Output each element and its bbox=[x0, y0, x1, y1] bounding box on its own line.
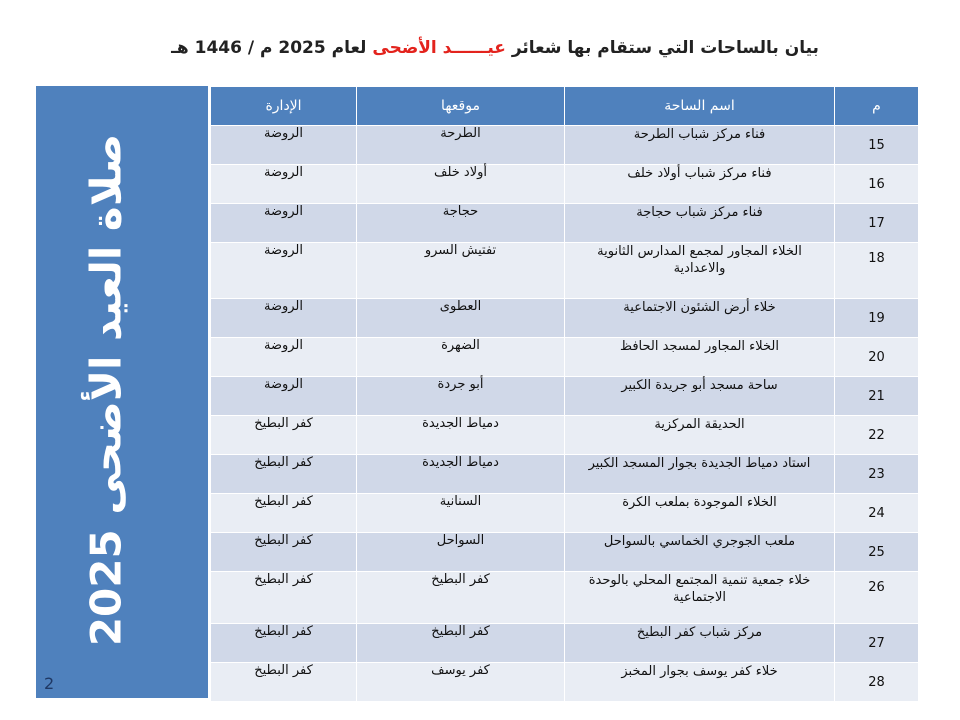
cell-name: فناء مركز شباب الطرحة bbox=[565, 126, 835, 165]
table-row bbox=[211, 663, 919, 702]
cell-location: العطوى bbox=[357, 299, 565, 338]
cell-location: كفر يوسف bbox=[357, 663, 565, 702]
table-header-row bbox=[211, 87, 919, 126]
cell-location: الطرحة bbox=[357, 126, 565, 165]
cell-admin: الروضة bbox=[211, 377, 357, 416]
cell-num: 22 bbox=[835, 416, 919, 455]
cell-name: الخلاء المجاور لمسجد الحافظ bbox=[565, 338, 835, 377]
table-body bbox=[211, 126, 919, 702]
cell-name: خلاء كفر يوسف بجوار المخبز bbox=[565, 663, 835, 702]
cell-location: تفتيش السرو bbox=[357, 243, 565, 299]
cell-location: أولاد خلف bbox=[357, 165, 565, 204]
table-row bbox=[211, 377, 919, 416]
table-row bbox=[211, 572, 919, 624]
slide-title bbox=[150, 38, 840, 58]
cell-num: 28 bbox=[835, 663, 919, 702]
table-row bbox=[211, 624, 919, 663]
cell-location: أبو جردة bbox=[357, 377, 565, 416]
cell-num: 16 bbox=[835, 165, 919, 204]
cell-num: 20 bbox=[835, 338, 919, 377]
cell-num: 18 bbox=[835, 243, 919, 299]
cell-num: 17 bbox=[835, 204, 919, 243]
table-row bbox=[211, 126, 919, 165]
header-admin: الإدارة bbox=[211, 87, 357, 126]
title-part-2: لعام 2025 م / 1446 هـ bbox=[171, 38, 373, 58]
cell-num: 15 bbox=[835, 126, 919, 165]
cell-num: 26 bbox=[835, 572, 919, 624]
table-row bbox=[211, 165, 919, 204]
cell-admin: الروضة bbox=[211, 299, 357, 338]
cell-admin: كفر البطيخ bbox=[211, 494, 357, 533]
cell-location: كفر البطيخ bbox=[357, 624, 565, 663]
cell-name: فناء مركز شباب أولاد خلف bbox=[565, 165, 835, 204]
cell-admin: الروضة bbox=[211, 338, 357, 377]
cell-location: الضهرة bbox=[357, 338, 565, 377]
cell-num: 27 bbox=[835, 624, 919, 663]
cell-admin: كفر البطيخ bbox=[211, 416, 357, 455]
side-vertical-label: صلاة العيد الأضحى 2025 bbox=[81, 133, 131, 647]
cell-admin: كفر البطيخ bbox=[211, 455, 357, 494]
cell-name: الخلاء الموجودة بملعب الكرة bbox=[565, 494, 835, 533]
table-row bbox=[211, 299, 919, 338]
cell-admin: الروضة bbox=[211, 204, 357, 243]
cell-num: 24 bbox=[835, 494, 919, 533]
table-row bbox=[211, 455, 919, 494]
cell-name: خلاء أرض الشئون الاجتماعية bbox=[565, 299, 835, 338]
cell-admin: الروضة bbox=[211, 126, 357, 165]
cell-location: حجاجة bbox=[357, 204, 565, 243]
table-row bbox=[211, 338, 919, 377]
cell-name: فناء مركز شباب حجاجة bbox=[565, 204, 835, 243]
cell-admin: كفر البطيخ bbox=[211, 624, 357, 663]
cell-admin: كفر البطيخ bbox=[211, 663, 357, 702]
table-row bbox=[211, 494, 919, 533]
cell-name: ملعب الجوجري الخماسي بالسواحل bbox=[565, 533, 835, 572]
cell-location: السنانية bbox=[357, 494, 565, 533]
cell-num: 21 bbox=[835, 377, 919, 416]
cell-num: 19 bbox=[835, 299, 919, 338]
cell-num: 25 bbox=[835, 533, 919, 572]
cell-name: الخلاء المجاور لمجمع المدارس الثانوية والاعدادية bbox=[565, 243, 835, 299]
header-location: موقعها bbox=[357, 87, 565, 126]
cell-location: السواحل bbox=[357, 533, 565, 572]
cell-admin: الروضة bbox=[211, 165, 357, 204]
title-part-1: بيان بالساحات التي ستقام بها شعائر bbox=[505, 38, 819, 58]
cell-name: الحديقة المركزية bbox=[565, 416, 835, 455]
header-num: م bbox=[835, 87, 919, 126]
cell-name: استاد دمياط الجديدة بجوار المسجد الكبير bbox=[565, 455, 835, 494]
table-row bbox=[211, 243, 919, 299]
cell-name: ساحة مسجد أبو جريدة الكبير bbox=[565, 377, 835, 416]
header-name: اسم الساحة bbox=[565, 87, 835, 126]
prayer-grounds-table bbox=[210, 86, 919, 702]
table-row bbox=[211, 204, 919, 243]
cell-location: كفر البطيخ bbox=[357, 572, 565, 624]
cell-name: مركز شباب كفر البطيخ bbox=[565, 624, 835, 663]
cell-name: خلاء جمعية تنمية المجتمع المحلي بالوحدة الاجتماعية bbox=[565, 572, 835, 624]
title-highlight: عيــــــد الأضحى bbox=[372, 38, 506, 58]
cell-location: دمياط الجديدة bbox=[357, 455, 565, 494]
cell-location: دمياط الجديدة bbox=[357, 416, 565, 455]
table-row bbox=[211, 533, 919, 572]
page-number: 2 bbox=[44, 674, 55, 693]
cell-admin: الروضة bbox=[211, 243, 357, 299]
table-row bbox=[211, 416, 919, 455]
cell-num: 23 bbox=[835, 455, 919, 494]
cell-admin: كفر البطيخ bbox=[211, 533, 357, 572]
cell-admin: كفر البطيخ bbox=[211, 572, 357, 624]
